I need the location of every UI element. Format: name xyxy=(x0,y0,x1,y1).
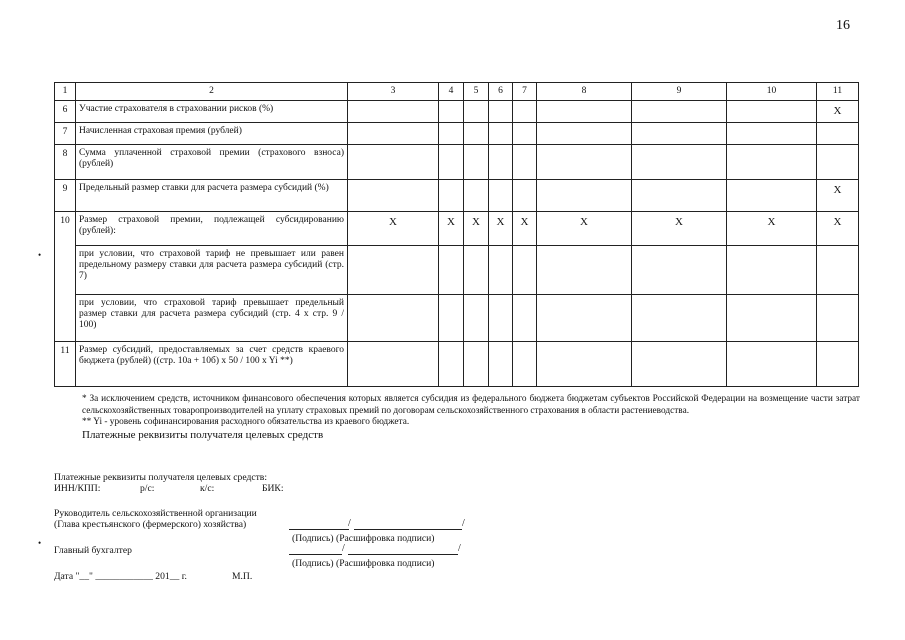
table-row xyxy=(55,212,859,246)
table-cell xyxy=(489,295,513,342)
table-cell xyxy=(464,145,489,180)
table-cell: X xyxy=(817,180,859,212)
column-header: 5 xyxy=(464,83,489,101)
table-body xyxy=(55,101,859,387)
requisites-heading: Платежные реквизиты получателя целевых средств xyxy=(82,428,324,441)
table-cell: X xyxy=(817,212,859,246)
table-cell xyxy=(537,246,632,295)
table-cell xyxy=(489,246,513,295)
table-cell xyxy=(439,246,464,295)
table-cell xyxy=(817,295,859,342)
table-cell xyxy=(513,145,537,180)
slash: / xyxy=(342,543,345,554)
row-number: 11 xyxy=(55,342,76,387)
table-cell: X xyxy=(817,101,859,123)
head-label-2: (Глава крестьянского (фермерского) хозяйства) xyxy=(54,519,247,530)
table-cell: X xyxy=(439,212,464,246)
table-cell xyxy=(464,101,489,123)
table-cell xyxy=(489,145,513,180)
table-cell xyxy=(632,295,727,342)
table-cell xyxy=(513,101,537,123)
table-cell xyxy=(537,145,632,180)
ks-label: к/с: xyxy=(200,483,215,494)
column-header: 4 xyxy=(439,83,464,101)
table-cell xyxy=(727,123,817,145)
table-cell: X xyxy=(537,212,632,246)
head-label-1: Руководитель сельскохозяйственной организации xyxy=(54,508,257,519)
margin-mark: • xyxy=(38,250,42,260)
table-cell xyxy=(817,123,859,145)
row-number: 7 xyxy=(55,123,76,145)
rs-label: р/с: xyxy=(140,483,155,494)
row-number: 6 xyxy=(55,101,76,123)
table-cell xyxy=(727,101,817,123)
table-row xyxy=(55,101,859,123)
table-cell xyxy=(348,101,439,123)
row-description: Начисленная страховая премия (рублей) xyxy=(76,123,348,145)
table-cell xyxy=(348,180,439,212)
table-cell xyxy=(439,145,464,180)
table-cell xyxy=(348,123,439,145)
row-number: 10 xyxy=(55,212,76,342)
table-cell xyxy=(348,342,439,387)
margin-mark: • xyxy=(38,538,42,548)
table-cell xyxy=(727,246,817,295)
table-cell xyxy=(439,180,464,212)
signature-caption-2: (Подпись) (Расшифровка подписи) xyxy=(292,558,435,569)
table-cell xyxy=(489,180,513,212)
row-description: Размер субсидий, предоставляемых за счет средств краевого бюджета (рублей) ((стр. 10а + 10б) x 50 / 100 x Yi **) xyxy=(76,342,348,387)
row-description: Размер страховой премии, подлежащей субсидированию (рублей): xyxy=(76,212,348,246)
table-cell xyxy=(348,145,439,180)
table-cell xyxy=(727,180,817,212)
subsidy-table xyxy=(54,82,859,387)
slash: / xyxy=(458,543,461,554)
column-header: 8 xyxy=(537,83,632,101)
column-header: 1 xyxy=(55,83,76,101)
table-cell xyxy=(632,145,727,180)
table-cell xyxy=(464,180,489,212)
footnotes xyxy=(54,394,860,441)
column-header: 3 xyxy=(348,83,439,101)
signature-decoding-line xyxy=(354,529,462,530)
table-cell xyxy=(489,123,513,145)
slash: / xyxy=(348,518,351,529)
table-cell xyxy=(632,101,727,123)
table-cell xyxy=(439,123,464,145)
column-header: 2 xyxy=(76,83,348,101)
table-cell xyxy=(817,145,859,180)
table-cell xyxy=(464,246,489,295)
table-cell xyxy=(727,295,817,342)
table-cell xyxy=(439,101,464,123)
table-cell xyxy=(632,180,727,212)
table-cell xyxy=(537,342,632,387)
table-cell xyxy=(513,123,537,145)
row-description: при условии, что страховой тариф не превышает или равен предельному размеру ставки для расчета размера субсидий (стр. 7) xyxy=(76,246,348,295)
table-cell: X xyxy=(632,212,727,246)
requisites-title: Платежные реквизиты получателя целевых средств: xyxy=(54,472,267,483)
table-row xyxy=(55,123,859,145)
footnote-1: * За исключением средств, источником финансового обеспечения которых является субсидия из федерального бюджета бюджетам субъектов Российской Федерации на возмещение части затрат сельскохозяйственных товаропроизводителей на уплату страховых премий по договорам сельскохозяйственного страхования в области растениеводства. xyxy=(82,394,860,416)
signature-caption-1: (Подпись) (Расшифровка подписи) xyxy=(292,533,435,544)
slash: / xyxy=(462,518,465,529)
table-row xyxy=(55,180,859,212)
table-cell xyxy=(348,246,439,295)
table-cell xyxy=(537,101,632,123)
column-header: 6 xyxy=(489,83,513,101)
column-header: 7 xyxy=(513,83,537,101)
row-description: Предельный размер ставки для расчета размера субсидий (%) xyxy=(76,180,348,212)
table-cell xyxy=(439,342,464,387)
table-cell xyxy=(513,342,537,387)
table-cell xyxy=(464,342,489,387)
table-cell: X xyxy=(513,212,537,246)
row-number: 8 xyxy=(55,145,76,180)
table-row xyxy=(55,295,859,342)
table-cell: X xyxy=(489,212,513,246)
table-cell: X xyxy=(348,212,439,246)
table-cell xyxy=(817,342,859,387)
table-cell: X xyxy=(464,212,489,246)
inn-label: ИНН/КПП: xyxy=(54,483,101,494)
table-cell xyxy=(537,123,632,145)
table-cell xyxy=(727,342,817,387)
page-number: 16 xyxy=(836,18,850,33)
table-row xyxy=(55,342,859,387)
signature-line xyxy=(289,554,342,555)
row-description: Сумма уплаченной страховой премии (страхового взноса) (рублей) xyxy=(76,145,348,180)
footnote-2: ** Yi - уровень софинансирования расходного обязательства из краевого бюджета. xyxy=(82,417,410,427)
table-cell xyxy=(513,295,537,342)
table-cell xyxy=(348,295,439,342)
accountant-label: Главный бухгалтер xyxy=(54,545,132,556)
table-cell xyxy=(727,145,817,180)
table-row xyxy=(55,246,859,295)
stamp-label: М.П. xyxy=(232,571,253,582)
table-cell xyxy=(632,342,727,387)
table-cell xyxy=(464,295,489,342)
row-description: при условии, что страховой тариф превышает предельный размер ставки для расчета размера субсидий (стр. 4 x стр. 9 / 100) xyxy=(76,295,348,342)
table-cell xyxy=(489,101,513,123)
table-cell xyxy=(632,246,727,295)
bik-label: БИК: xyxy=(262,483,284,494)
table-cell: X xyxy=(727,212,817,246)
table-row xyxy=(55,145,859,180)
column-header: 10 xyxy=(727,83,817,101)
signature-line xyxy=(289,529,349,530)
table-cell xyxy=(513,246,537,295)
column-header: 9 xyxy=(632,83,727,101)
table-cell xyxy=(513,180,537,212)
table-cell xyxy=(489,342,513,387)
table-cell xyxy=(439,295,464,342)
table-cell xyxy=(817,246,859,295)
table-cell xyxy=(537,180,632,212)
table-cell xyxy=(464,123,489,145)
table-cell xyxy=(632,123,727,145)
table-cell xyxy=(537,295,632,342)
row-description: Участие страхователя в страховании рисков (%) xyxy=(76,101,348,123)
column-header: 11 xyxy=(817,83,859,101)
signature-decoding-line xyxy=(348,554,458,555)
table-header-row xyxy=(55,83,859,101)
row-number: 9 xyxy=(55,180,76,212)
date-field: Дата "__" ____________ 201__ г. xyxy=(54,571,187,582)
